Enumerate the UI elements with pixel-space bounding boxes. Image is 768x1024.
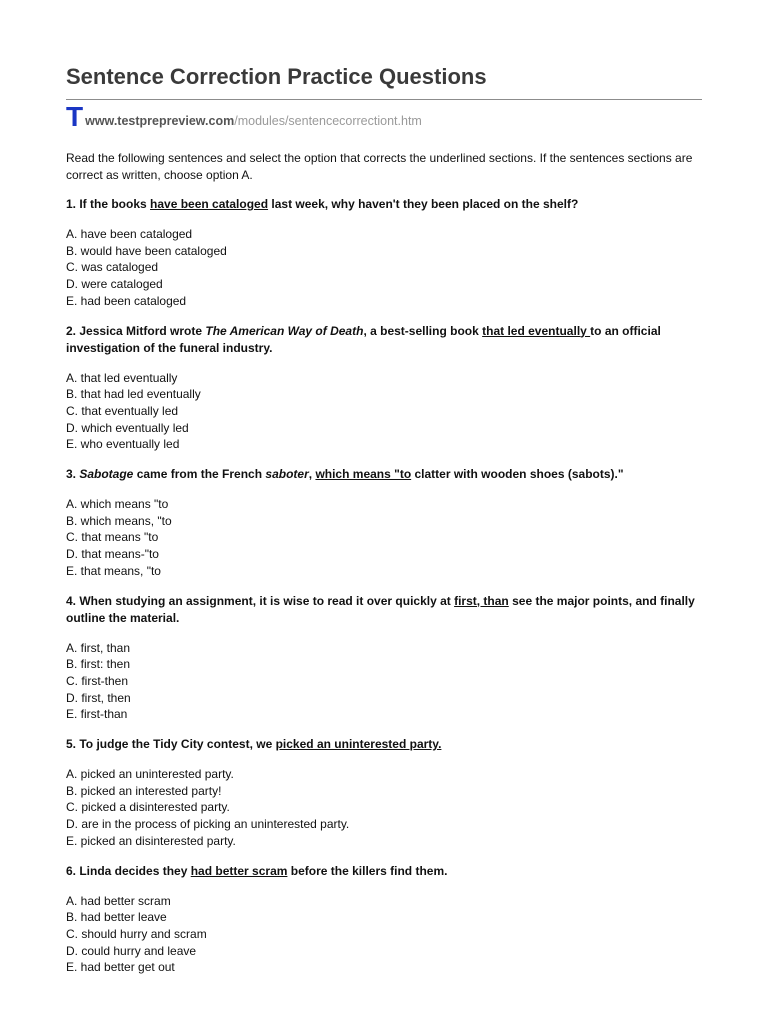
question-block [66,196,702,310]
answer-options [66,893,702,977]
underlined-section: picked an uninterested party. [275,737,442,752]
question-segment: 5. To judge the Tidy City contest, we [66,737,276,752]
underlined-section: first, than [454,593,509,608]
question-segment: before the killers find them. [287,863,448,878]
answer-options [66,640,702,724]
source-line [66,101,702,132]
question-text [66,863,702,880]
question-segment: 3. [66,467,80,482]
answer-option: E. had been cataloged [66,293,187,308]
answer-option: A. first, than [66,640,131,655]
answer-option: B. would have been cataloged [66,243,227,258]
question-segment: clatter with wooden shoes (sabots)." [411,467,624,482]
page-title: Sentence Correction Practice Questions [66,64,487,89]
answer-option: C. that means "to [66,530,159,545]
answer-option: C. should hurry and scram [66,926,207,941]
answer-option: D. could hurry and leave [66,943,197,958]
question-block [66,466,702,580]
document-page [66,62,702,976]
answer-option: B. that had led eventually [66,387,201,402]
answer-option: D. are in the process of picking an uninterested party. [66,817,350,832]
question-segment: see the major points, and finally outline the material. [66,593,695,625]
answer-option: C. first-then [66,673,129,688]
answer-option: C. picked a disinterested party. [66,800,230,815]
question-segment: last week, why haven't they been placed on the shelf? [268,197,579,211]
answer-option: B. first: then [66,657,131,672]
underlined-section: which means "to [315,467,412,482]
question-segment: to an official investigation of the funeral industry. [66,323,661,355]
italic-title: saboter [265,467,309,482]
answer-option: A. have been cataloged [66,227,193,241]
answer-option: A. which means "to [66,497,169,512]
source-path: /modules/sentencecorrectiont.htm [234,114,422,128]
question-block [66,863,702,977]
italic-title: The American Way of Death [205,323,364,338]
answer-option: E. who eventually led [66,437,180,452]
answer-option: A. had better scram [66,893,171,908]
question-segment: , [308,467,316,482]
question-segment: 1. If the books [66,197,151,211]
answer-option: C. that eventually led [66,403,179,418]
answer-option: E. picked an disinterested party. [66,833,236,848]
answer-option: D. were cataloged [66,277,163,292]
question-text [66,466,702,483]
question-segment: came from the French [133,467,266,482]
answer-options [66,496,702,580]
answer-options [66,370,702,454]
answer-option: C. was cataloged [66,260,159,275]
answer-option: E. had better get out [66,960,175,975]
title-divider [66,99,702,100]
answer-option: A. that led eventually [66,370,178,385]
answer-option: E. first-than [66,707,128,722]
answer-option: D. first, then [66,690,131,705]
answer-option: B. which means, "to [66,513,172,528]
answer-option: D. that means-"to [66,547,159,562]
question-text [66,323,702,357]
question-segment: 4. When studying an assignment, it is wise to read it over quickly at [66,593,455,608]
answer-option: B. picked an interested party! [66,783,222,798]
question-block [66,593,702,724]
question-text [66,196,702,213]
question-segment: , a best-selling book [363,323,483,338]
answer-options [66,766,702,850]
source-domain: www.testprepreview.com [85,114,235,128]
underlined-section: have been cataloged [150,197,269,211]
answer-option: D. which eventually led [66,420,189,435]
testprep-logo-icon: T [66,101,84,132]
question-block [66,736,702,850]
answer-option: B. had better leave [66,910,167,925]
question-segment: 2. Jessica Mitford wrote [66,323,206,338]
instructions: Read the following sentences and select the option that corrects the underlined sections. If the sentences sections are correct as written, choose option A. [66,151,693,182]
answer-options [66,226,702,310]
question-list [66,196,702,976]
answer-option: E. that means, "to [66,563,161,578]
italic-title: Sabotage [79,467,134,482]
question-segment: 6. Linda decides they [66,863,191,878]
question-text [66,736,702,753]
underlined-section: that led eventually [482,323,591,338]
underlined-section: had better scram [190,863,288,878]
question-text [66,593,702,627]
answer-option: A. picked an uninterested party. [66,767,234,782]
question-block [66,323,702,454]
